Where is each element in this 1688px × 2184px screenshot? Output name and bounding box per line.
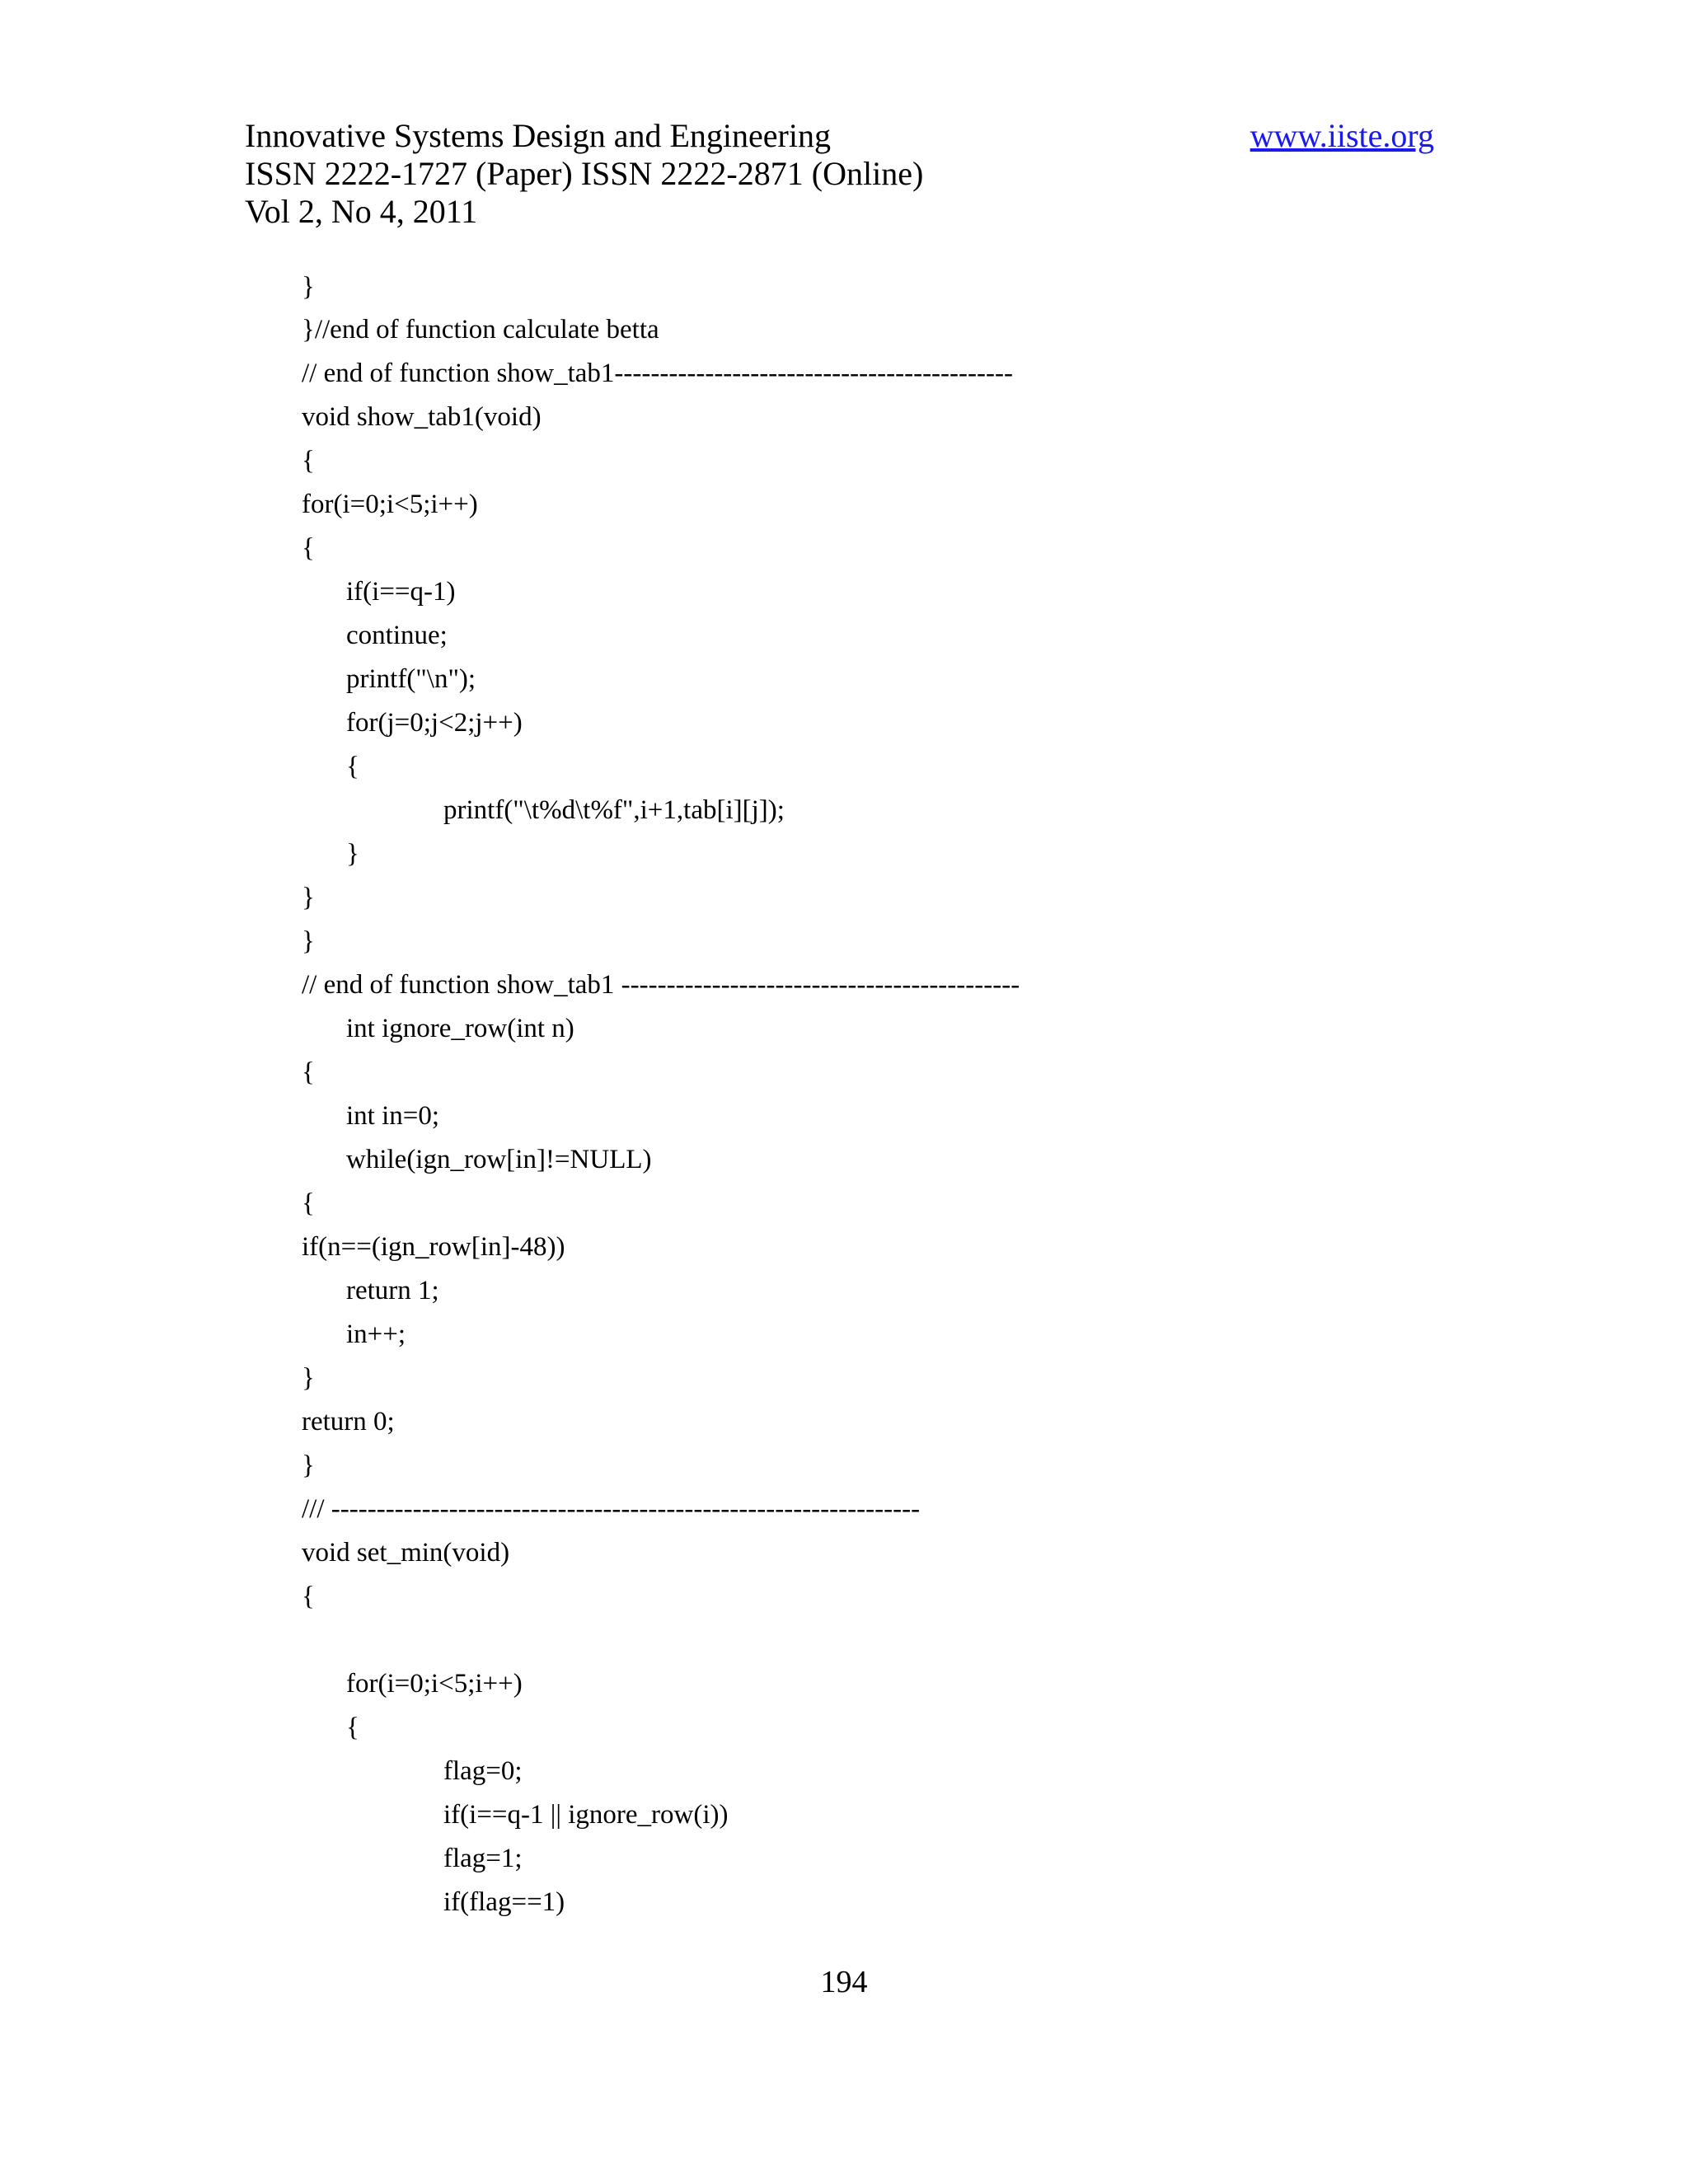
- code-line: for(j=0;j<2;j++): [346, 708, 523, 738]
- code-line: printf("\n");: [346, 664, 476, 694]
- code-line: flag=0;: [443, 1756, 523, 1786]
- page-number: 194: [820, 1965, 868, 1999]
- code-line: printf("\t%d\t%f",i+1,tab[i][j]);: [443, 795, 785, 825]
- code-line: continue;: [346, 621, 448, 650]
- code-line: void show_tab1(void): [302, 402, 542, 432]
- code-line: for(i=0;i<5;i++): [302, 490, 478, 519]
- code-line: if(i==q-1): [346, 577, 456, 607]
- code-line: {: [302, 1188, 315, 1218]
- code-line: return 0;: [302, 1407, 395, 1436]
- code-line: // end of function show_tab1--------------------------------------------: [302, 359, 1013, 388]
- code-line: return 1;: [346, 1276, 439, 1305]
- code-line: {: [302, 533, 315, 563]
- volume-line: Vol 2, No 4, 2011: [245, 193, 478, 230]
- code-line: int ignore_row(int n): [346, 1014, 574, 1043]
- code-line: }: [302, 926, 315, 956]
- code-line: void set_min(void): [302, 1538, 510, 1568]
- code-line: flag=1;: [443, 1844, 523, 1873]
- code-line: if(i==q-1 || ignore_row(i)): [443, 1800, 729, 1830]
- website-link[interactable]: www.iiste.org: [1250, 117, 1434, 154]
- code-line: }: [302, 272, 315, 302]
- code-line: {: [302, 1582, 315, 1611]
- code-line: }//end of function calculate betta: [302, 315, 659, 344]
- code-line: // end of function show_tab1 --------------------------------------------: [302, 970, 1020, 1000]
- code-line: }: [302, 1363, 315, 1393]
- code-line: }: [302, 1451, 315, 1480]
- code-line: int in=0;: [346, 1101, 440, 1131]
- code-line: {: [302, 446, 315, 476]
- code-line: for(i=0;i<5;i++): [346, 1669, 523, 1699]
- code-line: if(n==(ign_row[in]-48)): [302, 1232, 565, 1262]
- code-line: }: [302, 883, 315, 912]
- code-line: if(flag==1): [443, 1887, 565, 1917]
- code-line: while(ign_row[in]!=NULL): [346, 1145, 652, 1174]
- issn-line: ISSN 2222-1727 (Paper) ISSN 2222-2871 (Online): [245, 155, 924, 192]
- code-line: }: [346, 839, 359, 869]
- code-line: /// -----------------------------------------------------------------: [302, 1494, 921, 1524]
- code-line: {: [346, 1713, 359, 1742]
- code-line: in++;: [346, 1319, 406, 1349]
- code-line: {: [302, 1057, 315, 1087]
- journal-title: Innovative Systems Design and Engineering: [245, 117, 831, 154]
- code-line: {: [346, 752, 359, 781]
